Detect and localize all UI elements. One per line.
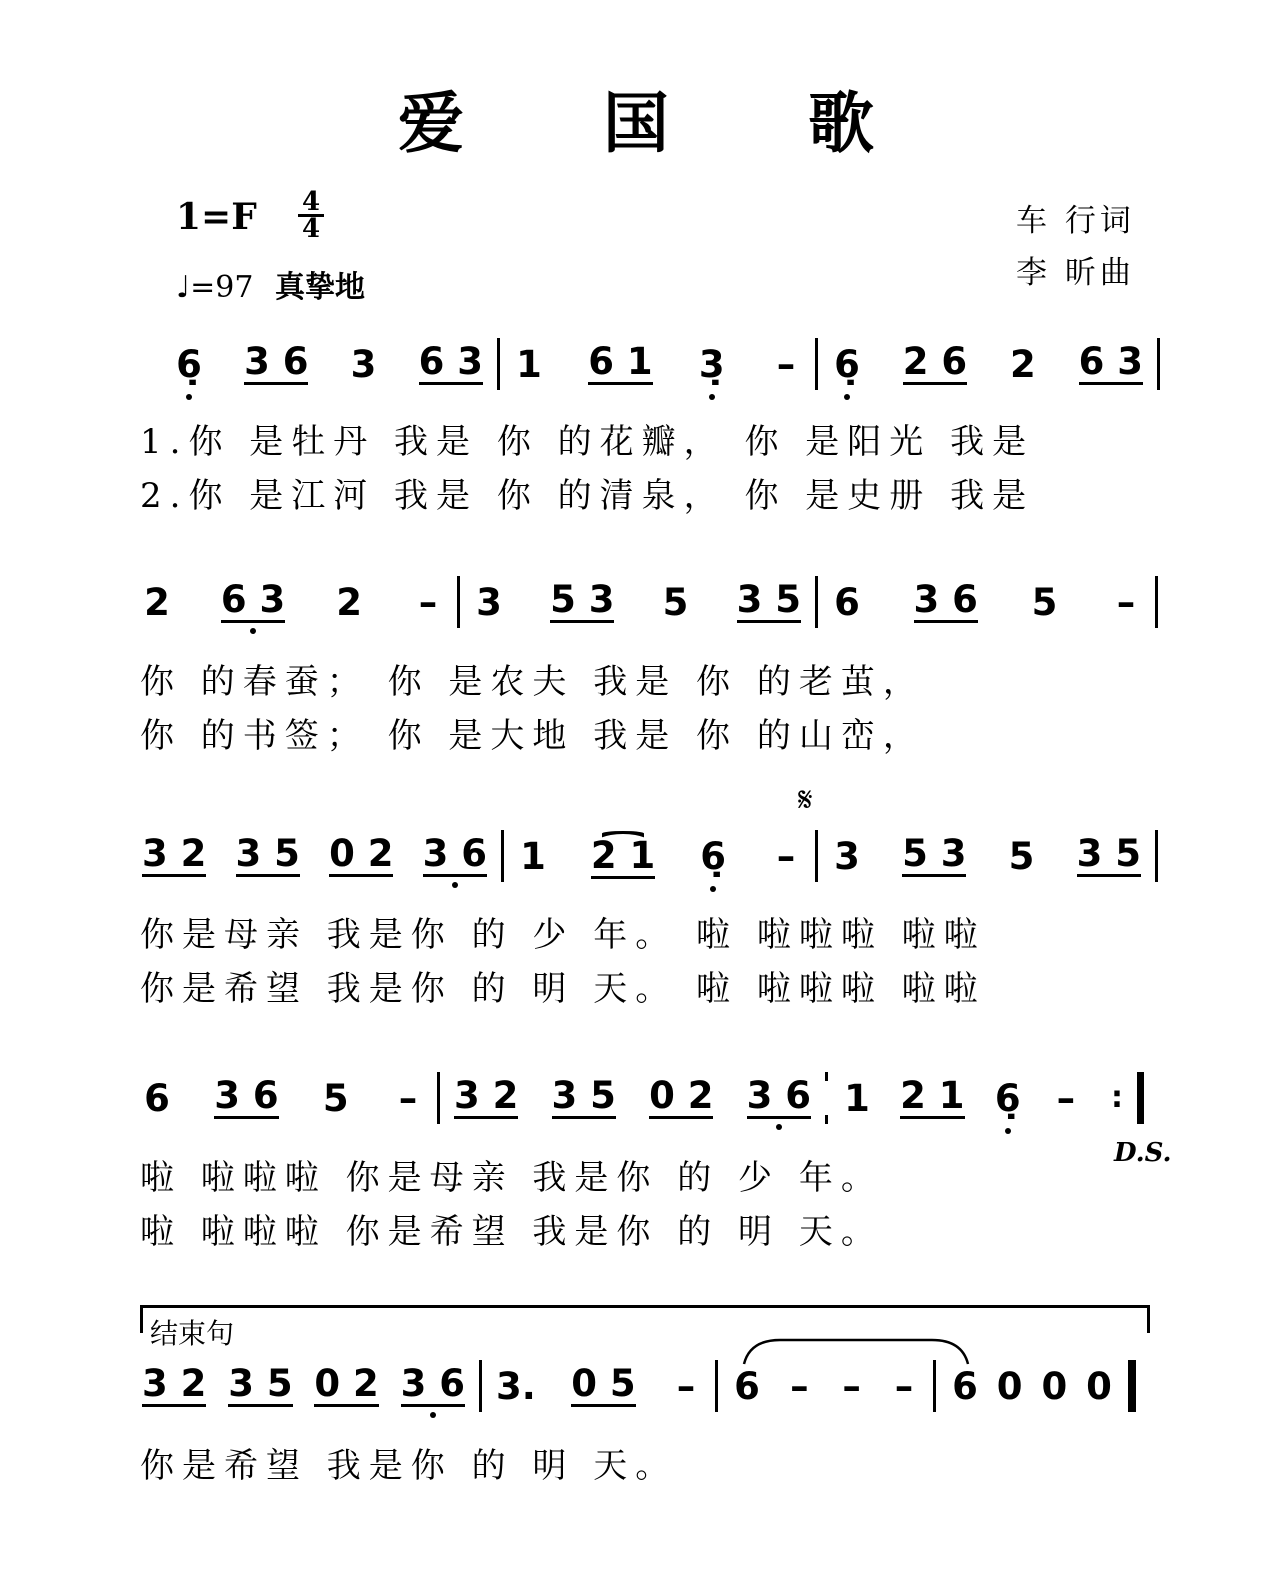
page-title: 爱 国 歌 [398,85,932,162]
lyric-line: 你 的春蚕； 你 是农夫 我是 你 的老茧， [140,662,925,702]
note: 5 [1008,834,1035,878]
lyric-line: 你是母亲 我是你 的 少 年。 啦 啦啦啦 啦啦 [140,915,986,955]
note: 2 [1010,342,1036,386]
measure [500,338,818,390]
dash: – [1116,580,1136,624]
measure [440,1072,828,1124]
note: 6 [734,1364,760,1408]
note-group-slurred: 2 1 [900,1074,965,1117]
dash: – [842,1364,861,1408]
note-group: 6 3 [220,578,286,621]
measure [128,576,460,628]
note-group: 3 6 [214,1074,279,1117]
key-label: 1=F [176,196,257,238]
lyric-line: 你 的书签； 你 是大地 我是 你 的山峦， [140,716,925,756]
dash: – [398,1076,418,1120]
note-group: 3 5 [1076,832,1141,875]
staff-row-5 [128,1360,1150,1412]
note: 5 [1031,580,1058,624]
note-group: 3 5 [235,832,300,875]
note: 0 [1086,1364,1112,1408]
measure [818,830,1158,882]
note-group: 3 5 [551,1074,616,1117]
note: 1 [844,1076,870,1120]
measure [460,576,818,628]
note: 1 [520,834,546,878]
note: 1 [516,342,542,386]
measure [482,1360,718,1412]
lyric-line: 1.你 是牡丹 我是 你 的花瓣， 你 是阳光 我是 [140,422,1035,462]
lyric-line: 你是希望 我是你 的 明 天。 [140,1446,678,1486]
note: 6̣ [698,835,728,878]
note-group: 3 2 [142,1362,207,1405]
time-top: 4 [298,190,324,217]
note: 6̣ [174,343,204,386]
measure [818,338,1160,390]
key-signature [176,196,257,238]
note: 3 [476,580,502,624]
measure-final [936,1360,1136,1412]
dash: – [790,1364,809,1408]
repeat-dots: : [1111,1080,1123,1115]
note: 6̣ [832,343,862,386]
staff-row-1 [160,338,1160,390]
note-group: 2 6 [902,340,968,383]
dash: – [1056,1076,1076,1120]
note-group: 0 2 [314,1362,379,1405]
note-group: 0 2 [649,1074,714,1117]
dash: – [776,834,796,878]
note: 6 [952,1364,978,1408]
coda-label: 结束句 [150,1317,235,1350]
segno-sign: 𝄋 [798,780,813,820]
note: 6 [834,580,860,624]
coda-bracket-top [140,1305,1150,1308]
note-group: 3 6 [400,1362,465,1405]
lyric-line: 啦 啦啦啦 你是母亲 我是你 的 少 年。 [140,1158,883,1198]
measure [128,1072,440,1124]
measure [504,830,818,882]
note-group: 3 6 [422,832,487,875]
note-group: 3 5 [228,1362,293,1405]
tempo-marking [176,262,365,306]
measure [128,1360,482,1412]
note-group: 3 5 [736,578,801,621]
staff-row-4 [128,1072,1144,1124]
dash: – [894,1364,914,1408]
measure-repeat-end [828,1072,1144,1124]
note: 0 [996,1364,1023,1408]
time-bottom: 4 [302,214,321,244]
ds-marking: D.S. [1114,1138,1172,1168]
measure [160,338,500,390]
note: 3 [834,834,860,878]
lyric-line: 啦 啦啦啦 你是希望 我是你 的 明 天。 [140,1212,883,1252]
coda-bracket-left [140,1305,143,1333]
measure [718,1360,936,1412]
note-group: 0 5 [571,1362,636,1405]
coda-bracket-right [1147,1305,1150,1333]
tie-arc [740,1336,972,1366]
note: 3. [496,1364,536,1408]
note: 3̣ [697,343,727,386]
dash: – [776,342,796,386]
note: 0 [1041,1364,1068,1408]
tempo-label: ♩=97 [176,270,254,305]
staff-row-3 [128,830,1158,882]
note-group: 5 3 [550,578,615,621]
note: 2 [336,580,362,624]
note: 3 [350,342,377,386]
note-group-slurred: 2 1 [590,833,656,877]
dash: – [676,1364,696,1408]
measure [128,830,504,882]
note-group: 5 3 [902,832,967,875]
note: 5 [322,1076,349,1120]
note-group: 3 6 [913,578,978,621]
expression-label: 真挚地 [275,270,366,305]
note: 6̣ [993,1077,1023,1120]
staff-row-2 [128,576,1158,628]
note-group: 6 1 [588,340,653,383]
note-group: 3 2 [454,1074,519,1117]
composer-credit: 李 昕曲 [1016,255,1135,291]
note-group: 3 6 [746,1074,811,1117]
lyric-line: 2.你 是江河 我是 你 的清泉， 你 是史册 我是 [140,476,1035,516]
time-signature [298,187,324,244]
note-group: 0 2 [329,832,394,875]
dash: – [418,580,438,624]
note-group: 6 3 [1078,340,1143,383]
note: 2 [144,580,170,624]
note-group: 3 6 [244,340,309,383]
note-group: 6 3 [418,340,483,383]
note: 5 [662,580,689,624]
measure [818,576,1158,628]
note-group: 3 2 [142,832,207,875]
note: 6 [144,1076,170,1120]
lyricist-credit: 车 行词 [1016,203,1135,239]
lyric-line: 你是希望 我是你 的 明 天。 啦 啦啦啦 啦啦 [140,969,986,1009]
